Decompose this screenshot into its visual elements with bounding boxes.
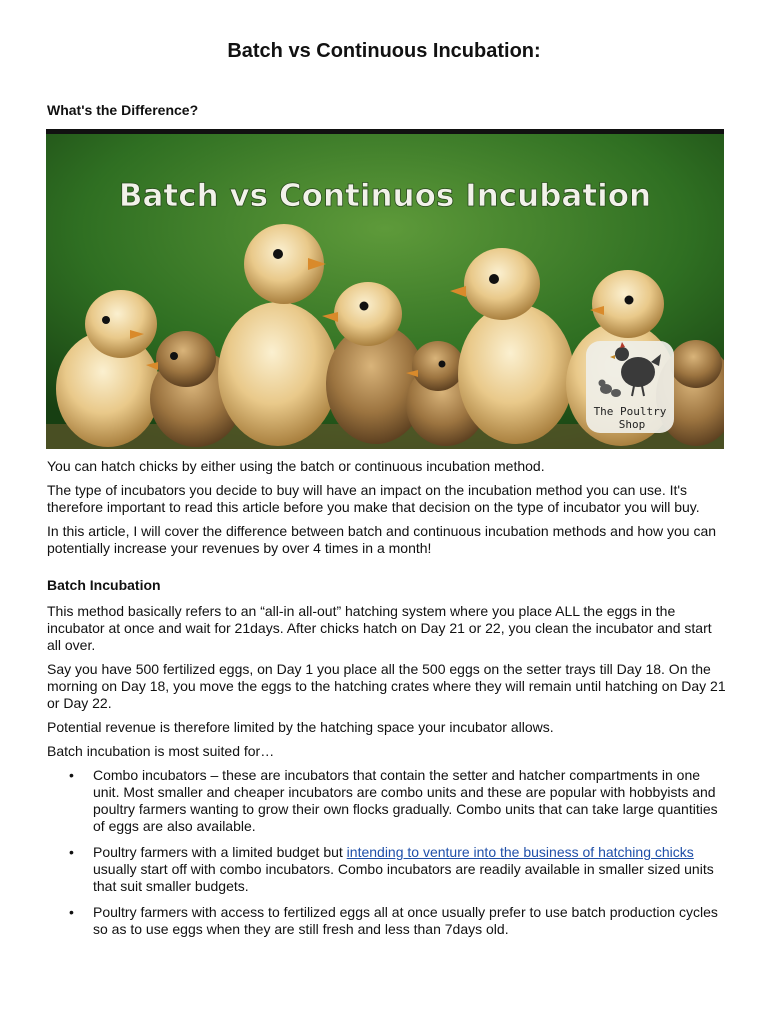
logo-line-1: The Poultry (593, 405, 667, 418)
batch-incubation-heading: Batch Incubation (47, 577, 161, 593)
logo-line-2: Shop (618, 418, 646, 431)
batch-suited-list (47, 767, 727, 938)
batch-paragraph-1: This method basically refers to an “all-in all-out” hatching system where you place ALL the eggs in the incubator at once and wait for 21days. After chicks hatch on Day 21 or 22, you clean the incubator and start all over. (47, 603, 712, 653)
page-subtitle: What's the Difference? (47, 102, 199, 118)
page-title: Batch vs Continuous Incubation: (227, 40, 541, 62)
chicks-illustration (46, 134, 724, 449)
list-item-text: Poultry farmers with a limited budget but (93, 844, 347, 860)
batch-paragraph-4: Batch incubation is most suited for… (47, 743, 275, 759)
intro-paragraph-2: The type of incubators you decide to buy will have an impact on the incubation method you can use. It's therefore important to read this article before you make that decision on the type of incubator you will buy. (47, 482, 700, 515)
poultry-shop-logo (586, 341, 674, 433)
batch-paragraph-3: Potential revenue is therefore limited by the hatching space your incubator allows. (47, 719, 554, 735)
batch-paragraph-2: Say you have 500 fertilized eggs, on Day 1 you place all the 500 eggs on the setter trays till Day 18. On the morning on Day 18, you move the eggs to the hatching crates where they will remain until hatching on Day 21 or Day 22. (47, 661, 726, 711)
list-item: • Poultry farmers with access to fertilized eggs all at once usually prefer to use batch production cycles so as to use eggs when they are still fresh and less than 7days old. (93, 904, 727, 938)
article-body (47, 458, 727, 947)
list-item: • Combo incubators – these are incubators that contain the setter and hatcher compartments in one unit. Most smaller and cheaper incubators are combo units and these are popular with hobbyists and poultry farmers wanting to grow their own flocks gradually. Combo units that can take large quantities of eggs are also available. (93, 767, 727, 835)
hatching-business-link[interactable]: intending to venture into the business of hatching chicks (346, 844, 694, 860)
list-item (93, 844, 727, 895)
intro-paragraph-3: In this article, I will cover the difference between batch and continuous incubation methods and how you can potentially increase your revenues by over 4 times in a month! (47, 523, 717, 556)
intro-paragraph-1: You can hatch chicks by either using the batch or continuous incubation method. (47, 458, 545, 474)
banner-title: Batch vs Continuos Incubation (118, 178, 652, 214)
hero-image (46, 129, 724, 449)
list-item-text: usually start off with combo incubators. Combo incubators are readily available in smaller sized units that suit smaller budgets. (93, 861, 714, 894)
